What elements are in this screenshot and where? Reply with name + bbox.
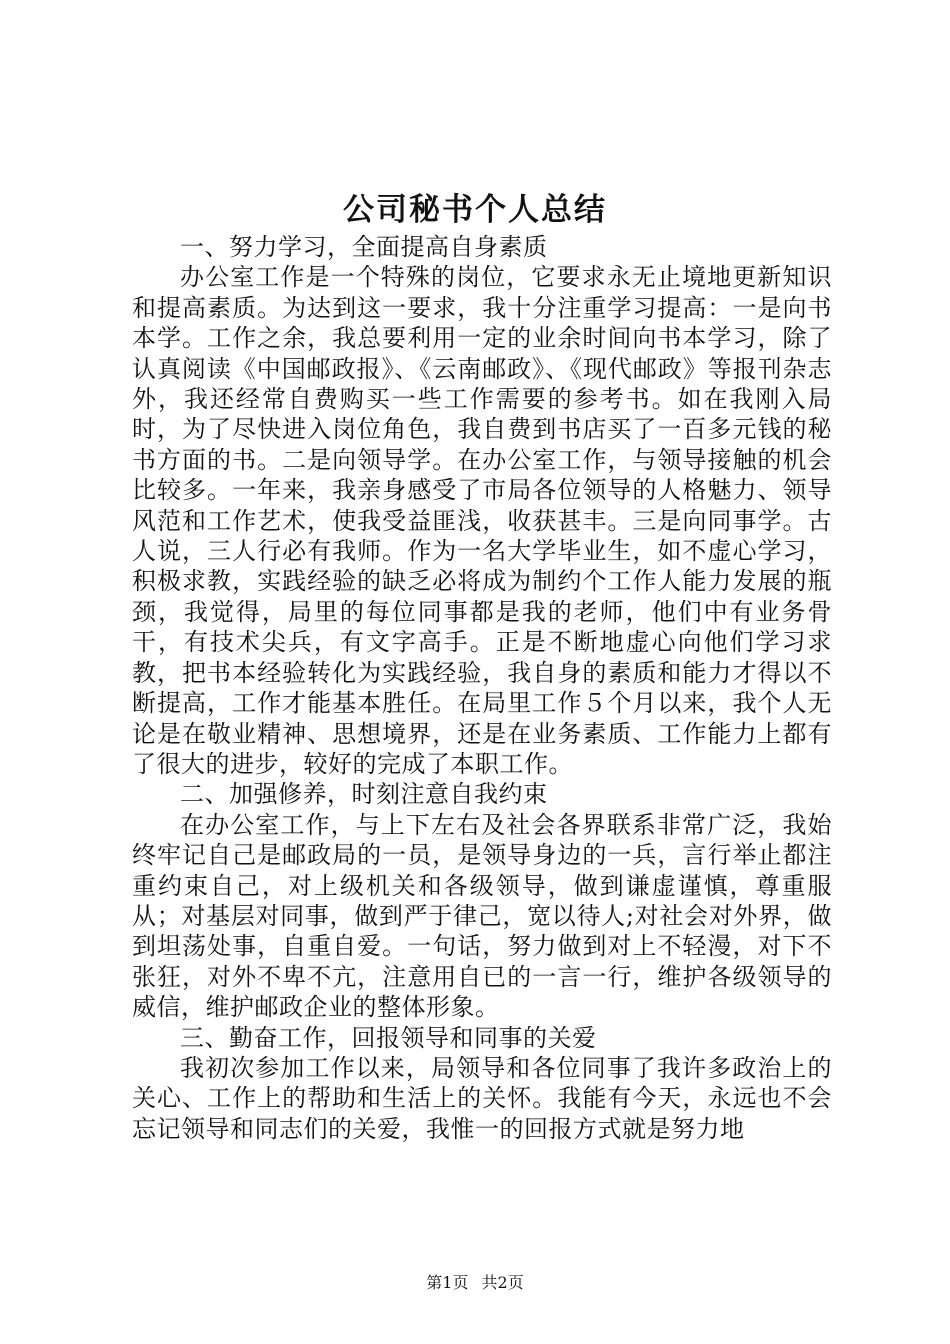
section-heading-1: 一、努力学习，全面提高自身素质 bbox=[180, 233, 548, 261]
document-title: 公司秘书个人总结 bbox=[343, 192, 607, 228]
document-body bbox=[132, 232, 832, 1144]
section-heading-3: 三、勤奋工作，回报领导和同事的关爱 bbox=[180, 1023, 597, 1052]
paragraph-2: 在办公室工作，与上下左右及社会各界联系非常广泛，我始终牢记自己是邮政局的一员，是领导身边的一兵，言行举止都注重约束自己，对上级机关和各级领导，做到谦虚谨慎，尊重服从；对基层对同事，做到严于律己，宽以待人;对社会对外界，做到坦荡处事，自重自爱。一句话，努力做到对上不轻漫，对下不张狂，对外不卑不亢，注意用自已的一言一行，维护各级领导的威信，维护邮政企业的整体形象。 bbox=[132, 810, 832, 1022]
page-total: 共2页 bbox=[481, 1273, 524, 1292]
paragraph-3: 我初次参加工作以来，局领导和各位同事了我许多政治上的关心、工作上的帮助和生活上的关怀。我能有今天，永远也不会忘记领导和同志们的关爱，我惟一的回报方式就是努力地 bbox=[132, 1053, 832, 1143]
section-heading-2: 二、加强修养，时刻注意自我约束 bbox=[180, 780, 548, 809]
paragraph-1: 办公室工作是一个特殊的岗位，它要求永无止境地更新知识和提高素质。为达到这一要求，我十分注重学习提高：一是向书本学。工作之余，我总要利用一定的业余时间向书本学习，除了认真阅读《中国邮政报》、《云南邮政》、《现代邮政》等报刊杂志外，我还经常自费购买一些工作需要的参考书。如在我刚入局时，为了尽快进入岗位角色，我自费到书店买了一百多元钱的秘书方面的书。二是向领导学。在办公室工作，与领导接触的机会比较多。一年来，我亲身感受了市局各位领导的人格魅力、领导风范和工作艺术，使我受益匪浅，收获甚丰。三是向同事学。古人说，三人行必有我师。作为一名大学毕业生，如不虚心学习，积极求教，实践经验的缺乏必将成为制约个工作人能力发展的瓶颈，我觉得，局里的每位同事都是我的老师，他们中有业务骨干，有技术尖兵，有文字高手。正是不断地虚心向他们学习求教，把书本经验转化为实践经验，我自身的素质和能力才得以不断提高，工作才能基本胜任。在局里工作５个月以来，我个人无论是在敬业精神、思想境界，还是在业务素质、工作能力上都有了很大的进步，较好的完成了本职工作。 bbox=[132, 263, 832, 778]
page-number: 第1页 bbox=[426, 1273, 469, 1292]
page-footer bbox=[0, 1272, 950, 1294]
